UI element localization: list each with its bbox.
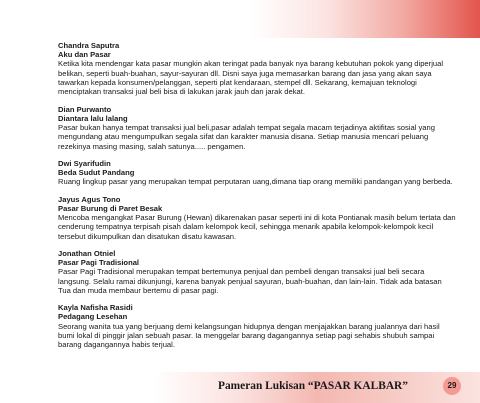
artwork-title: Pedagang Lesehan <box>58 312 128 322</box>
artwork-title: Pasar Burung di Paret Besak <box>58 203 163 213</box>
artist-name: Jayus Agus Tono <box>58 194 121 204</box>
artwork-title: Beda Sudut Pandang <box>58 168 135 178</box>
entry-jayus-agus-tono <box>58 195 456 241</box>
entry-kayla-nafisha-rasidi <box>58 303 456 349</box>
header-gradient-band <box>0 0 480 38</box>
artwork-description: Seorang wanita tua yang berjuang demi kelangsungan hidupnya dengan menjajakkan barang jualannya dari hasil bumi lokal di pinggir jalan sebuah pasar. Ia menggelar barang dagangannya setiap pagi sehabis shubuh sampai barang dagangannya habis terjual. <box>58 321 440 350</box>
catalog-text <box>58 41 456 357</box>
artwork-title: Aku dan Pasar <box>58 50 111 60</box>
artwork-title: Pasar Pagi Tradisional <box>58 258 140 268</box>
artwork-description: Ketika kita mendengar kata pasar mungkin akan teringat pada banyak nya barang kebutuhan pokok yang diperjual belikan, seperti buah-buahan, sayur-sayuran dll. Disni saya juga memasarkan barang dan jasa yang akan saya tawarkan kepada konsumen/pelanggan, seperti plat kendaraan, stempel dll. Sekarang, kemajuan teknologi menciptakan transaksi jual beli bisa di lakukan jarak jauh dan jarak dekat. <box>58 59 444 97</box>
entry-dian-purwanto <box>58 105 456 151</box>
artist-name: Kayla Nafisha Rasidi <box>58 303 133 313</box>
artwork-description: Pasar bukan hanya tempat transaksi jual beli,pasar adalah tempat segala macam terjadinya aktifitas sosial yang mengundang atau mengumpulkan segala sifat dan karakter manusia disana. Setiap manusia mencari peluang rezekinya masing masing, salah satunya..... pengamen. <box>58 123 435 151</box>
artist-name: Dwi Syarifudin <box>58 158 111 168</box>
artist-name: Jonathan Otniel <box>58 248 116 258</box>
artwork-description: Pasar Pagi Tradisional merupakan tempat bertemunya penjual dan pembeli dengan transaksi jual beli secara langsung. Selalu ramai dikunjungi, karena banyak penjual sayuran, buah-buahan, dan lain-lain. Tidak ada batasan Tua dan muda membaur bertemu di pasar pagi. <box>58 267 442 295</box>
artist-name: Chandra Saputra <box>58 41 120 50</box>
artwork-description: Mencoba mengangkat Pasar Burung (Hewan) dikarenakan pasar seperti ini di kota Pontianak masih belum tertata dan cenderung tempatnya terpisah pisah dalam kelompok kecil, sehingga menarik apabila kelompok-kelompok kecil tersebut dikumpulkan dan disatukan disatu kawasan. <box>58 213 456 241</box>
entry-jonathan-otniel <box>58 249 456 295</box>
entry-dwi-syarifudin <box>58 159 456 187</box>
exhibition-title: Pameran Lukisan “PASAR KALBAR” <box>218 380 408 392</box>
entry-chandra-saputra <box>58 41 456 97</box>
artwork-title: Diantara lalu lalang <box>58 113 128 123</box>
artwork-description: Ruang lingkup pasar yang merupakan tempat perputaran uang,dimana tiap orang memiliki pandangan yang berbeda. <box>58 177 453 187</box>
page-number-badge: 29 <box>443 377 461 395</box>
artist-name: Dian Purwanto <box>58 104 112 114</box>
